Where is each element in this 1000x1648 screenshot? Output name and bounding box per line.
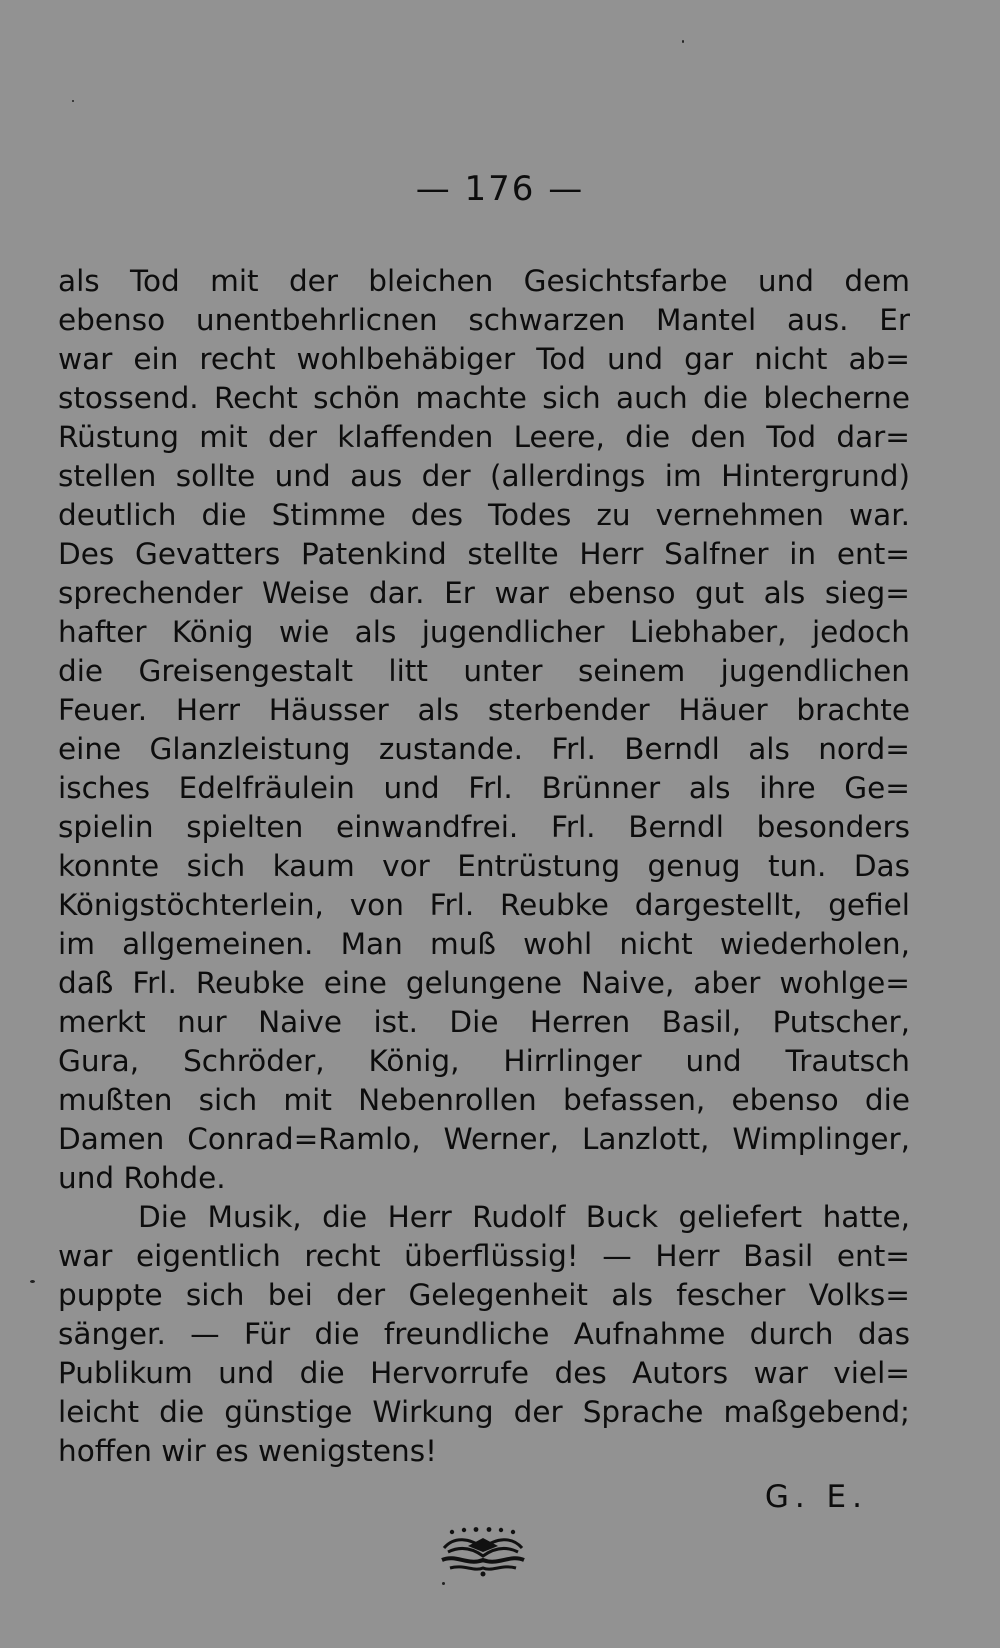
text-line: Königstöchterlein, von Frl. Reubke dargestellt, gefiel bbox=[58, 888, 910, 922]
text-line: merkt nur Naive ist. Die Herren Basil, Putscher, bbox=[58, 1005, 910, 1039]
text-line: leicht die günstige Wirkung der Sprache maßgebend; bbox=[58, 1395, 910, 1429]
text-line: sprechender Weise dar. Er war ebenso gut als sieg= bbox=[58, 576, 910, 610]
text-line: hoffen wir es wenigstens! bbox=[58, 1434, 437, 1468]
text-line: stossend. Recht schön machte sich auch die blecherne bbox=[58, 381, 910, 415]
text-line: stellen sollte und aus der (allerdings im Hintergrund) bbox=[58, 459, 910, 493]
text-line: daß Frl. Reubke eine gelungene Naive, aber wohlge= bbox=[58, 966, 910, 1000]
text-line: war eigentlich recht überflüssig! — Herr Basil ent= bbox=[58, 1239, 910, 1273]
text-line: spielin spielten einwandfrei. Frl. Berndl besonders bbox=[58, 810, 910, 844]
text-line: die Greisengestalt litt unter seinem jugendlichen bbox=[58, 654, 910, 688]
page-number: — 176 — bbox=[415, 169, 585, 209]
floral-tailpiece-icon bbox=[438, 1526, 528, 1578]
text-line: puppte sich bei der Gelegenheit als fescher Volks= bbox=[58, 1278, 910, 1312]
author-signature: G. E. bbox=[764, 1479, 868, 1515]
text-line: sänger. — Für die freundliche Aufnahme durch das bbox=[58, 1317, 910, 1351]
text-line: isches Edelfräulein und Frl. Brünner als ihre Ge= bbox=[58, 771, 910, 805]
text-line: Damen Conrad=Ramlo, Werner, Lanzlott, Wimplinger, bbox=[58, 1122, 910, 1156]
text-line: Publikum und die Hervorrufe des Autors war viel= bbox=[58, 1356, 910, 1390]
scan-speck bbox=[442, 1582, 445, 1585]
text-line: Die Musik, die Herr Rudolf Buck geliefert hatte, bbox=[138, 1200, 910, 1234]
scan-speck bbox=[30, 1280, 35, 1283]
text-line: eine Glanzleistung zustande. Frl. Berndl als nord= bbox=[58, 732, 910, 766]
text-line: Gura, Schröder, König, Hirrlinger und Trautsch bbox=[58, 1044, 910, 1078]
text-line: war ein recht wohlbehäbiger Tod und gar nicht ab= bbox=[58, 342, 910, 376]
text-line: deutlich die Stimme des Todes zu vernehmen war. bbox=[58, 498, 910, 532]
body-text bbox=[58, 262, 910, 1471]
text-line: Rüstung mit der klaffenden Leere, die den Tod dar= bbox=[58, 420, 910, 454]
text-line: konnte sich kaum vor Entrüstung genug tun. Das bbox=[58, 849, 910, 883]
scan-speck bbox=[682, 40, 684, 43]
text-line: Des Gevatters Patenkind stellte Herr Salfner in ent= bbox=[58, 537, 910, 571]
text-line: und Rohde. bbox=[58, 1161, 226, 1195]
text-line: als Tod mit der bleichen Gesichtsfarbe und dem bbox=[58, 264, 910, 298]
text-line: mußten sich mit Nebenrollen befassen, ebenso die bbox=[58, 1083, 910, 1117]
text-line: im allgemeinen. Man muß wohl nicht wiederholen, bbox=[58, 927, 910, 961]
text-line: hafter König wie als jugendlicher Liebhaber, jedoch bbox=[58, 615, 910, 649]
text-line: Feuer. Herr Häusser als sterbender Häuer brachte bbox=[58, 693, 910, 727]
scan-speck bbox=[72, 100, 74, 102]
text-line: ebenso unentbehrlicnen schwarzen Mantel aus. Er bbox=[58, 303, 910, 337]
